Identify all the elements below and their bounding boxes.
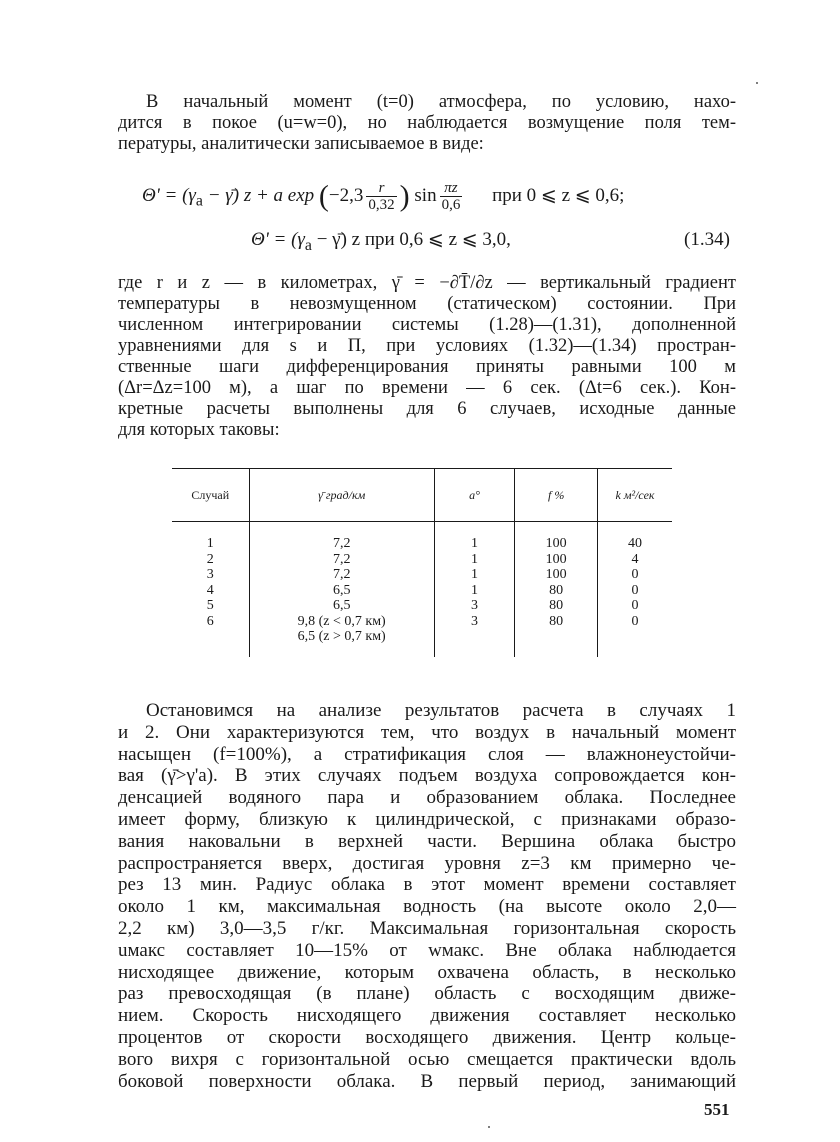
text-line: нием. Скорость нисходящего движения составляет несколько [118, 1005, 736, 1027]
table-cell: 7,2 [332, 567, 351, 582]
initial-data-table [172, 468, 672, 657]
formula-paren: ) [399, 179, 410, 213]
formula-text: Θ' = (γ [251, 229, 305, 250]
text-line: ственные шаги дифференцирования приняты равными 100 м [118, 357, 736, 377]
intro-paragraph [118, 92, 736, 155]
table-cell: 0 [631, 598, 639, 613]
table-cell: 4 [631, 551, 639, 567]
formula-paren: ( [318, 179, 329, 213]
text-line: Остановимся на анализе результатов расчета в случаях 1 [146, 700, 736, 721]
scan-speck [488, 1126, 490, 1128]
text-line: дится в покое (u=w=0), но наблюдается возмущение поля тем- [118, 113, 736, 133]
table-cell: 3 [471, 613, 479, 629]
text-line: В начальный момент (t=0) атмосфера, по условию, нахо- [146, 92, 736, 112]
text-line: процентов от скорости восходящего движения. Центр кольце- [118, 1026, 736, 1048]
formula-text: − γ̄) z при 0,6 ⩽ z ⩽ 3,0, [311, 229, 511, 250]
text-line: рез 13 мин. Радиус облака в этот момент времени составляет [118, 874, 736, 896]
page-number: 551 [704, 1100, 730, 1119]
table-cell: 6,5 [332, 582, 351, 598]
text-line: температуры в невозмущенном (статическом) состоянии. При [118, 294, 736, 314]
text-line: пературы, аналитически записываемое в виде: [118, 134, 484, 154]
table-cell: 80 [549, 582, 564, 598]
formula-condition: при 0 ⩽ z ⩽ 0,6; [492, 184, 625, 206]
formula-subscript: а [195, 192, 203, 210]
table-cell: 40 [628, 536, 643, 551]
table-cell: 3 [471, 598, 479, 613]
table-body-row [172, 522, 672, 658]
column-header-a [434, 469, 515, 522]
formula-subscript: а [304, 236, 312, 254]
table-cell: 1 [471, 536, 479, 551]
table-cell: 2 [206, 551, 214, 567]
text-line: для которых таковы: [118, 420, 280, 440]
table-cell: 100 [545, 567, 567, 582]
text-line: и 2. Они характеризуются тем, что воздух в начальный момент [118, 721, 736, 743]
text-line: имеет форму, близкую к цилиндрической, с признаками образо- [118, 808, 736, 830]
formula-fraction [440, 180, 463, 213]
text-line: кретные расчеты выполнены для 6 случаев, исходные данные [118, 399, 736, 419]
fraction-numerator: r [366, 180, 396, 197]
column-a-values [434, 522, 515, 658]
text-line: денсацией водяного пара и образованием облака. Последнее [118, 787, 736, 809]
column-gamma-values [249, 522, 434, 658]
text-line: uмакс составляет 10—15% от wмакс. Вне облака наблюдается [118, 939, 736, 961]
table-cell: 7,2 [332, 536, 351, 551]
formula-text: Θ' = (γ [142, 184, 196, 206]
text-line: 2,2 км) 3,0—3,5 г/кг. Максимальная горизонтальная скорость [118, 917, 736, 939]
table-cell: 6,5 (z > 0,7 км) [297, 629, 386, 644]
formula-sin: sin [414, 184, 437, 206]
table-cell: 6,5 [332, 598, 351, 613]
column-header-text: k м²/сек [615, 487, 655, 502]
table-cell: 1 [471, 551, 479, 567]
table-cell: 4 [206, 582, 214, 598]
formula-theta-upper [251, 228, 511, 255]
formula-coefficient: −2,3 [328, 184, 364, 206]
formula-theta-lower [142, 180, 624, 213]
column-header-case: Случай [172, 469, 249, 522]
column-f-values [515, 522, 598, 658]
column-k-values [598, 522, 672, 658]
table-cell: 1 [206, 536, 214, 551]
column-header-text: f % [547, 487, 565, 502]
results-paragraph [118, 700, 736, 1092]
text-line: распространяется вверх, достигая уровня z=3 км примерно че- [118, 852, 736, 874]
formula-text: − γ̄) z + a exp [202, 184, 315, 206]
text-line: где r и z — в километрах, γ̄ = −∂T̄/∂z — вертикальный градиент [118, 273, 736, 293]
table-cell: 3 [206, 567, 214, 582]
table-cell: 9,8 (z < 0,7 км) [297, 613, 386, 629]
fraction-denominator: 0,32 [368, 197, 395, 213]
text-line: уравнениями для s и П, при условиях (1.32)—(1.34) простран- [118, 336, 736, 356]
column-header-text: a° [469, 487, 480, 502]
column-header-gamma [249, 469, 434, 522]
text-line: нисходящее движение, которым охвачена область, в несколько [118, 961, 736, 983]
text-line: около 1 км, максимальная водность (на высоте около 2,0— [118, 896, 736, 918]
text-line: вая (γ̄>γ'а). В этих случаях подъем воздуха сопровождается кон- [118, 765, 736, 787]
formula-fraction [366, 180, 396, 213]
method-paragraph [118, 273, 736, 441]
fraction-numerator: πz [440, 180, 463, 197]
text-line: численном интегрировании системы (1.28)—(1.31), дополненной [118, 315, 736, 335]
table-cell: 0 [631, 613, 639, 629]
table-cell: 80 [549, 598, 564, 613]
table-cell: 7,2 [332, 551, 351, 567]
table-cell: 100 [545, 551, 567, 567]
text-line: боковой поверхности облака. В первый период, занимающий [118, 1070, 736, 1092]
table-cell: 1 [471, 582, 479, 598]
text-line: насыщен (f=100%), а стратификация слоя — влажнонеустойчи- [118, 743, 736, 765]
table-cell: 1 [471, 567, 479, 582]
table-cell: 6 [206, 613, 214, 629]
column-header-k [598, 469, 672, 522]
text-line: вания наковальни в верхней части. Вершина облака быстро [118, 830, 736, 852]
table-cell: 100 [545, 536, 567, 551]
text-line: (Δr=Δz=100 м), а шаг по времени — 6 сек. (Δt=6 сек.). Кон- [118, 378, 736, 398]
fraction-denominator: 0,6 [441, 197, 461, 213]
table-cell: 80 [549, 613, 564, 629]
scan-speck [756, 82, 758, 84]
table-cell: 5 [206, 598, 214, 613]
equation-number: (1.34) [684, 229, 730, 250]
column-header-f [515, 469, 598, 522]
table-cell: 0 [631, 582, 639, 598]
table-header-row [172, 469, 672, 522]
column-header-text: γ̄ град/км [318, 487, 366, 502]
table-cell: 0 [631, 567, 639, 582]
column-case-values [172, 522, 249, 658]
text-line: раз превосходящая (в плане) область с восходящим движе- [118, 983, 736, 1005]
text-line: вого вихря с горизонтальной осью смещается практически вдоль [118, 1048, 736, 1070]
